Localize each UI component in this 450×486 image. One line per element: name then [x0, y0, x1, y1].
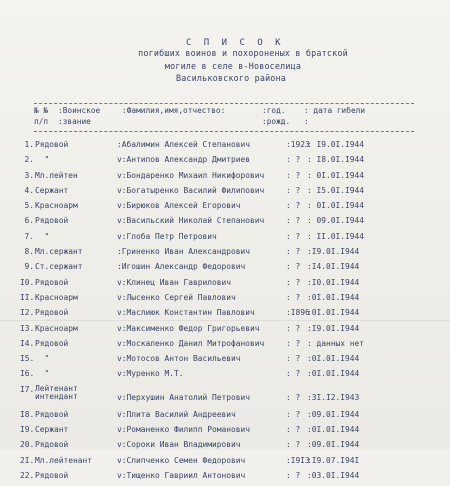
list-item — [0, 232, 450, 247]
row-rank: Красноарм — [35, 323, 78, 333]
list-item — [0, 425, 450, 440]
row-rank: Сержант — [35, 185, 69, 195]
row-full-name: v:Мотосов Антон Васильевич — [117, 354, 241, 364]
row-rank: Рядовой — [35, 338, 69, 348]
row-number: I8. — [20, 409, 35, 419]
row-number: 3. — [24, 170, 34, 180]
list-item — [0, 308, 450, 323]
row-number: 22. — [20, 470, 35, 480]
row-rank: Мл.сержант — [35, 247, 83, 257]
row-rank: Лейтенант интендант — [35, 383, 78, 402]
row-full-name: :Абалимин Алексей Степанович — [117, 140, 251, 149]
row-birth-year: : ? — [286, 354, 301, 364]
list-item — [0, 354, 450, 369]
row-rank: Рядовой — [35, 409, 69, 419]
row-death-date: : I9.0I.I944 — [307, 140, 365, 149]
row-rank: Сержант — [35, 425, 69, 435]
row-birth-year: :I896 — [286, 308, 310, 318]
row-birth-year: : ? — [286, 338, 301, 348]
row-birth-year: : ? — [286, 409, 301, 419]
row-birth-year: :I9I3 — [286, 455, 310, 465]
list-item — [0, 262, 450, 277]
header-rule-top — [34, 103, 414, 104]
row-full-name: v:Васильский Николай Степанович — [117, 216, 265, 226]
list-item — [0, 201, 450, 216]
row-number: 7. — [24, 231, 34, 241]
row-death-date: :I4.0I.I944 — [307, 262, 360, 272]
row-full-name: v:Клинец Иван Гаврилович — [117, 277, 232, 287]
row-rank: Мл.лейтен — [35, 170, 78, 180]
row-birth-year: : ? — [286, 170, 301, 180]
row-number: 20. — [20, 440, 35, 450]
row-full-name: v:Тищенко Гавриил Антонович — [117, 470, 246, 480]
row-full-name: v:Богатыренко Василий Филипович — [117, 185, 265, 195]
list-item — [0, 278, 450, 293]
row-number: 2. — [24, 155, 34, 165]
list-item — [0, 339, 450, 354]
row-rank: Рядовой — [35, 140, 69, 149]
row-birth-year: : ? — [286, 440, 301, 450]
row-death-date: :I9.0I.I944 — [307, 323, 360, 333]
row-birth-year: : ? — [286, 292, 301, 302]
list-item — [0, 140, 450, 155]
row-birth-year: : ? — [286, 247, 301, 257]
row-birth-year: : ? — [286, 155, 301, 165]
row-number: 1. — [24, 140, 34, 149]
row-death-date: :3I.I2.I943 — [307, 392, 360, 402]
row-birth-year: : ? — [286, 369, 301, 379]
row-number: 8. — [24, 247, 34, 257]
row-death-date: :0I.0I.I944 — [307, 354, 360, 364]
row-number: I2. — [20, 308, 35, 318]
row-death-date: : I8.0I.I944 — [307, 155, 365, 165]
row-birth-year: : ? — [286, 216, 301, 226]
row-full-name: v:Антипов Александр Дмитриев — [117, 155, 251, 165]
row-number: II. — [20, 292, 35, 302]
casualty-list — [0, 140, 450, 486]
row-number: I3. — [20, 323, 35, 333]
row-full-name: v:Плита Василий Андреевич — [117, 409, 236, 419]
row-death-date: : II.0I.I944 — [307, 231, 365, 241]
list-item — [0, 324, 450, 339]
list-item — [0, 155, 450, 170]
list-item — [0, 293, 450, 308]
row-death-date: :I9.0I.I944 — [307, 247, 360, 257]
list-item — [0, 247, 450, 262]
row-rank: Рядовой — [35, 277, 69, 287]
row-death-date: : 0I.0I.I944 — [307, 201, 365, 211]
row-full-name: v:Максименко Федор Григорьевич — [117, 323, 260, 333]
row-birth-year: : ? — [286, 392, 301, 402]
row-number: 5. — [24, 201, 34, 211]
row-full-name: v:Маслиюк Константин Павлович — [117, 308, 255, 318]
row-rank: " — [35, 155, 50, 165]
list-item — [0, 385, 450, 410]
row-rank: Ст.сержант — [35, 262, 83, 272]
row-full-name: :Гриненко Иван Александрович — [117, 247, 251, 257]
list-item — [0, 471, 450, 486]
row-death-date: :I0.0I.I944 — [307, 277, 360, 287]
row-death-date: :09.0I.I944 — [307, 409, 360, 419]
row-rank: " — [35, 231, 50, 241]
row-rank: Рядовой — [35, 440, 69, 450]
list-item — [0, 456, 450, 471]
row-death-date: : 09.0I.I944 — [307, 216, 365, 226]
list-item — [0, 410, 450, 425]
row-number: 9. — [24, 262, 34, 272]
row-number: I9. — [20, 425, 35, 435]
row-birth-year: : ? — [286, 277, 301, 287]
column-header-number: № № п/п — [34, 106, 49, 126]
row-birth-year: :1923 — [286, 140, 310, 149]
row-death-date: :0I.0I.I944 — [307, 292, 360, 302]
column-header-birth-year: :год. :рожд. — [262, 106, 291, 126]
row-number: 2I. — [20, 455, 35, 465]
row-number: I5. — [20, 354, 35, 364]
row-full-name: v:Бондаренко Михаил Никифорович — [117, 170, 265, 180]
row-rank: Мл.лейтенант — [35, 455, 93, 465]
document-title: С П И С О К — [185, 38, 285, 48]
row-birth-year: : ? — [286, 262, 301, 272]
row-number: I7. — [20, 384, 35, 394]
row-number: I4. — [20, 338, 35, 348]
row-birth-year: : ? — [286, 425, 301, 435]
row-death-date: : 0I.0I.I944 — [307, 170, 365, 180]
row-full-name: v:Слипченко Семен Федорович — [117, 455, 246, 465]
row-birth-year: : ? — [286, 231, 301, 241]
subtitle-line-2: могиле в селе в-Новоселица — [164, 61, 302, 71]
row-full-name: v:Бирюков Алексей Егорович — [117, 201, 241, 211]
row-birth-year: : ? — [286, 185, 301, 195]
row-rank: Рядовой — [35, 470, 69, 480]
row-death-date: :I9.07.I94I — [307, 455, 360, 465]
row-death-date: :09.0I.I944 — [307, 440, 360, 450]
list-item — [0, 369, 450, 384]
row-death-date: :0I.0I.I944 — [307, 369, 360, 379]
row-rank: " — [35, 369, 50, 379]
row-number: 6. — [24, 216, 34, 226]
column-header-rank: :Воинское :звание — [58, 106, 101, 126]
row-death-date: : I5.0I.I944 — [307, 185, 365, 195]
row-rank: Красноарм — [35, 292, 78, 302]
header-rule-bottom — [34, 131, 414, 132]
column-header-death-date: : дата гибели : — [304, 106, 366, 126]
row-number: I0. — [20, 277, 35, 287]
row-full-name: v:Глоба Петр Петрович — [117, 231, 217, 241]
row-full-name: v:Перхушин Анатолий Петрович — [117, 392, 251, 402]
column-header-name: :Фамилия,имя,отчество: — [122, 106, 226, 115]
row-death-date: :03.0I.I944 — [307, 470, 360, 480]
row-rank: Рядовой — [35, 308, 69, 318]
list-item — [0, 440, 450, 455]
row-number: I6. — [20, 369, 35, 379]
row-full-name: v:Сороки Иван Владимирович — [117, 440, 241, 450]
row-death-date: :0I.0I.I944 — [307, 308, 360, 318]
list-item — [0, 186, 450, 201]
row-death-date: : данных нет — [307, 338, 365, 348]
row-death-date: :0I.0I.I944 — [307, 425, 360, 435]
subtitle-line-3: Васильковского района — [175, 73, 287, 83]
row-full-name: v:Москаленко Данил Митрофанович — [117, 338, 265, 348]
row-full-name: v:Лысенко Сергей Павлович — [117, 292, 236, 302]
list-item — [0, 216, 450, 231]
row-full-name: v:Муренко М.Т. — [117, 369, 184, 379]
row-birth-year: : ? — [286, 470, 301, 480]
row-full-name: v:Романенко Филипп Романович — [117, 425, 251, 435]
row-birth-year: : ? — [286, 201, 301, 211]
row-number: 4. — [24, 185, 34, 195]
row-rank: Красноарм — [35, 201, 78, 211]
row-birth-year: : ? — [286, 323, 301, 333]
row-rank: " — [35, 354, 50, 364]
row-rank: Рядовой — [35, 216, 69, 226]
list-item — [0, 171, 450, 186]
subtitle-line-1: погибших воинов и похороненых в братской — [138, 48, 348, 58]
row-full-name: :Игошин Александр Федорович — [117, 262, 246, 272]
